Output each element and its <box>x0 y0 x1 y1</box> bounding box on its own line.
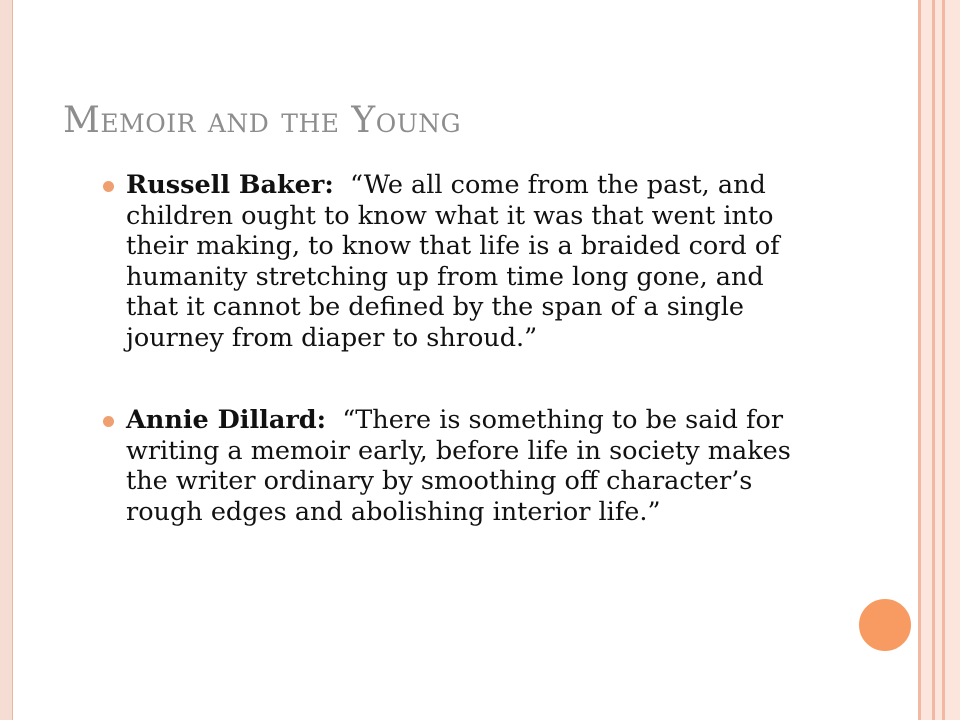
orange-circle-decoration <box>856 596 914 654</box>
bullet-item <box>105 170 805 353</box>
quote-text: “We all come from the past, and children ought to know what it was that went into their making, to know that life is a braided cord of humanity stretching up from time long gone, and that it cannot be defined by the span of a single journey from diaper to shroud.” <box>126 170 780 353</box>
bullet-item <box>105 405 805 527</box>
quote-text: “There is something to be said for writing a memoir early, before life in society makes the writer ordinary by smoothing off character’s rough edges and abolishing interior life.” <box>126 405 791 527</box>
speaker-name: Annie Dillard: <box>126 405 327 435</box>
bullet-icon <box>103 416 114 427</box>
slide-title: Memoir and the Young <box>63 100 462 141</box>
left-border-decoration <box>0 0 13 720</box>
right-stripe-decoration <box>921 0 932 720</box>
right-stripe-decoration <box>945 0 960 720</box>
speaker-name: Russell Baker: <box>126 170 334 200</box>
slide-body <box>105 170 805 579</box>
bullet-icon <box>103 181 114 192</box>
right-stripe-decoration <box>935 0 942 720</box>
